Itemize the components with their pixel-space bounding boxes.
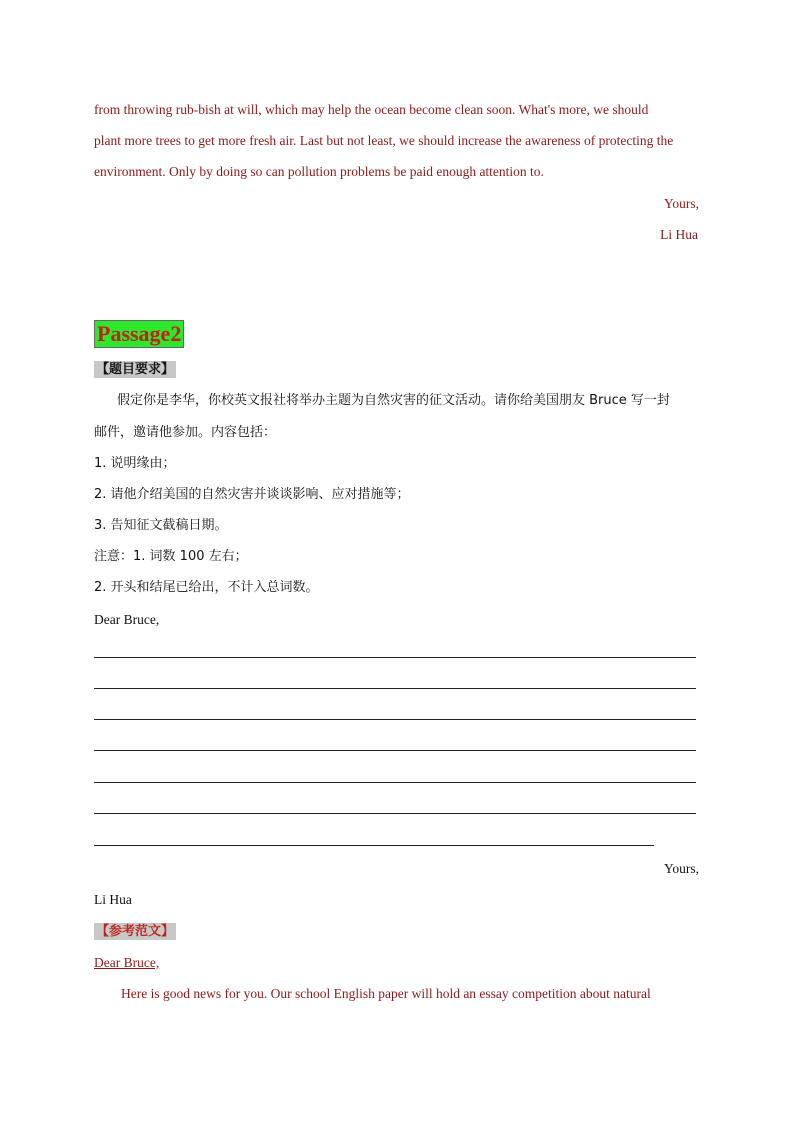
answer-line[interactable] xyxy=(94,657,696,658)
answer-line[interactable] xyxy=(94,845,654,846)
prompt-line-1: 假定你是李华，你校英文报社将举办主题为自然灾害的征文活动。请你给美国朋友 Bruce 写一封 xyxy=(117,393,670,408)
prev-letter-line-3: environment. Only by doing so can pollution problems be paid enough attention to. xyxy=(94,164,544,179)
answer-line[interactable] xyxy=(94,750,696,751)
note-line-1: 注意：1. 词数 100 左右； xyxy=(94,549,248,564)
passage-title: Passage2 xyxy=(94,320,184,348)
answer-line[interactable] xyxy=(94,782,696,783)
prompt-item-3: 3. 告知征文截稿日期。 xyxy=(94,518,228,533)
sample-first-line: Here is good news for you. Our school English paper will hold an essay competition about natural xyxy=(121,986,651,1001)
prev-letter-signature: Li Hua xyxy=(660,227,698,242)
answer-line[interactable] xyxy=(94,688,696,689)
answer-line[interactable] xyxy=(94,719,696,720)
answer-closing: Yours, xyxy=(663,861,699,876)
prev-letter-closing: Yours, xyxy=(663,196,699,211)
sample-tag: 【参考范文】 xyxy=(96,924,175,939)
prompt-item-2: 2. 请他介绍美国的自然灾害并谈谈影响、应对措施等； xyxy=(94,487,410,502)
prev-letter-line-2: plant more trees to get more fresh air. Last but not least, we should increase the awareness of protecting the xyxy=(94,133,674,148)
note-line-2: 2. 开头和结尾已给出，不计入总词数。 xyxy=(94,580,319,595)
prompt-item-1: 1. 说明缘由； xyxy=(94,456,176,471)
answer-line[interactable] xyxy=(94,813,696,814)
answer-signature: Li Hua xyxy=(94,892,132,907)
requirement-tag: 【题目要求】 xyxy=(96,362,175,377)
sample-salutation: Dear Bruce, xyxy=(94,955,160,970)
prev-letter-line-1: from throwing rub-bish at will, which may help the ocean become clean soon. What's more, we should xyxy=(94,102,649,117)
answer-salutation: Dear Bruce, xyxy=(94,612,160,627)
prompt-line-2: 邮件，邀请他参加。内容包括： xyxy=(94,425,277,440)
